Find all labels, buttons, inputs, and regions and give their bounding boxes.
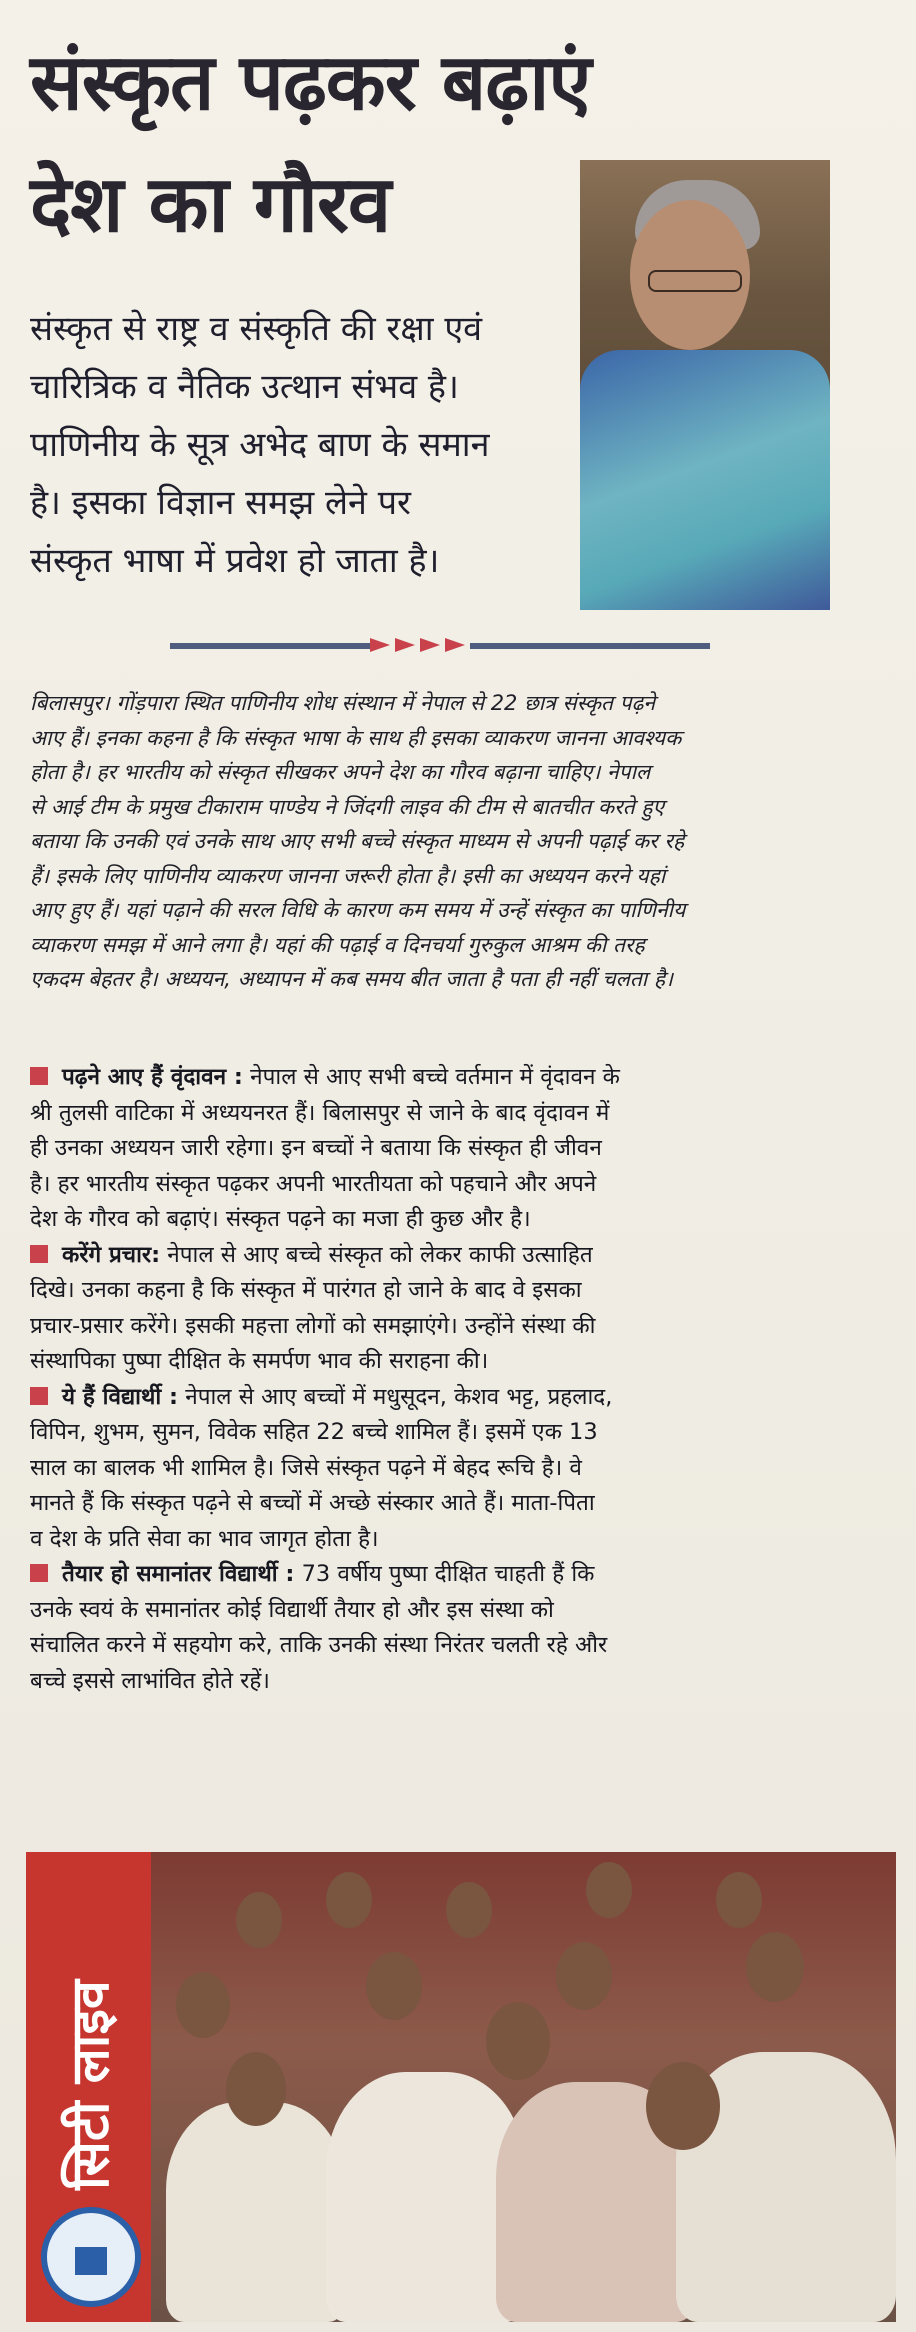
photo-face xyxy=(176,1972,230,2038)
section-line: ही उनका अध्ययन जारी रहेगा। इन बच्चों ने बताया कि संस्कृत ही जीवन xyxy=(30,1135,602,1161)
section-line: है। हर भारतीय संस्कृत पढ़कर अपनी भारतीयता को पहचाने और अपने xyxy=(30,1170,597,1197)
section-line: बच्चे इससे लाभांवित होते रहें। xyxy=(30,1667,270,1694)
photo-figure xyxy=(166,2102,346,2322)
section-prachar xyxy=(30,1238,890,1380)
section-divider xyxy=(170,638,710,652)
lead-paragraph xyxy=(30,686,880,997)
photo-face xyxy=(746,1932,804,2002)
photo-face xyxy=(366,1952,422,2020)
section-heading: ये हैं विद्यार्थी : xyxy=(62,1383,179,1410)
divider-bar-left xyxy=(170,643,370,649)
intro-line: चारित्रिक व नैतिक उत्थान संभव है। xyxy=(30,367,459,407)
bullet-icon xyxy=(30,1564,48,1582)
section-text: नेपाल से आए बच्चों में मधुसूदन, केशव भट्ट, प्रहलाद, xyxy=(185,1383,613,1410)
lead-line: एकदम बेहतर है। अध्ययन, अध्यापन में कब समय बीत जाता है पता ही नहीं चलता है। xyxy=(30,967,674,991)
section-line: मानते हैं कि संस्कृत पढ़ने से बच्चों में अच्छे संस्कार आते हैं। माता-पिता xyxy=(30,1490,595,1516)
section-vrindavan xyxy=(30,1060,890,1238)
group-photo xyxy=(26,1852,896,2322)
headline-line-1: संस्कृत पढ़कर बढ़ाएं xyxy=(30,38,591,128)
section-heading: पढ़ने आए हैं वृंदावन : xyxy=(62,1064,243,1090)
section-heading: तैयार हो समानांतर विद्यार्थी : xyxy=(62,1561,295,1587)
portrait-saree xyxy=(580,350,830,610)
section-line: संस्थापिका पुष्पा दीक्षित के समर्पण भाव की सराहना की। xyxy=(30,1348,489,1374)
intro-blurb xyxy=(30,300,570,590)
section-line: साल का बालक भी शामिल है। जिसे संस्कृत पढ़ने में बेहद रूचि है। वे xyxy=(30,1454,582,1481)
section-parallel-student xyxy=(30,1557,890,1699)
section-line: उनके स्वयं के समानांतर कोई विद्यार्थी तैयार हो और इस संस्था को xyxy=(30,1596,554,1623)
photo-face xyxy=(326,1872,372,1928)
article-body xyxy=(30,1060,890,1699)
section-text: नेपाल से आए बच्चे संस्कृत को लेकर काफी उत्साहित xyxy=(167,1241,593,1268)
photo-face xyxy=(446,1882,492,1938)
bullet-icon xyxy=(30,1245,48,1263)
intro-line: संस्कृत भाषा में प्रवेश हो जाता है। xyxy=(30,541,440,581)
portrait-photo xyxy=(580,160,830,610)
lead-line: बताया कि उनकी एवं उनके साथ आए सभी बच्चे संस्कृत माध्यम से अपनी पढ़ाई कर रहे xyxy=(30,829,685,853)
section-text: 73 वर्षीय पुष्पा दीक्षित चाहती हैं कि xyxy=(301,1561,595,1587)
intro-line: पाणिनीय के सूत्र अभेद बाण के समान xyxy=(30,425,490,465)
photo-face xyxy=(716,1872,762,1928)
bullet-icon xyxy=(30,1067,48,1085)
section-line: देश के गौरव को बढ़ाएं। संस्कृत पढ़ने का मजा ही कुछ और है। xyxy=(30,1206,531,1232)
photo-face xyxy=(226,2052,286,2126)
section-text: नेपाल से आए सभी बच्चे वर्तमान में वृंदावन के xyxy=(250,1064,620,1090)
lead-line: से आई टीम के प्रमुख टीकाराम पाण्डेय ने जिंदगी लाइव की टीम से बातचीत करते हुए xyxy=(30,794,665,819)
photo-face xyxy=(586,1862,632,1918)
intro-line: है। इसका विज्ञान समझ लेने पर xyxy=(30,483,411,523)
photo-face xyxy=(646,2062,720,2150)
lead-line: हैं। इसके लिए पाणिनीय व्याकरण जानना जरूरी होता है। इसी का अध्ययन करने यहां xyxy=(30,863,666,888)
bullet-icon xyxy=(30,1387,48,1405)
divider-bar-right xyxy=(470,643,710,649)
photo-face xyxy=(556,1942,612,2010)
photo-face xyxy=(236,1892,282,1948)
lead-line: आए हुए हैं। यहां पढ़ाने की सरल विधि के कारण कम समय में उन्हें संस्कृत का पाणिनीय xyxy=(30,898,686,922)
lead-line: व्याकरण समझ में आने लगा है। यहां की पढ़ाई व दिनचर्या गुरुकुल आश्रम की तरह xyxy=(30,932,645,957)
lead-line: आए हैं। इनका कहना है कि संस्कृत भाषा के साथ ही इसका व्याकरण जानना आवश्यक xyxy=(30,725,682,750)
section-line: संचालित करने में सहयोग करे, ताकि उनकी संस्था निरंतर चलती रहे और xyxy=(30,1632,608,1658)
photo-face xyxy=(486,2002,550,2080)
section-line: व देश के प्रति सेवा का भाव जागृत होता है। xyxy=(30,1525,379,1552)
section-line: श्री तुलसी वाटिका में अध्ययनरत हैं। बिलासपुर से जाने के बाद वृंदावन में xyxy=(30,1099,610,1126)
arrow-icon xyxy=(370,638,470,652)
lead-line: होता है। हर भारतीय को संस्कृत सीखकर अपने देश का गौरव बढ़ाना चाहिए। नेपाल xyxy=(30,760,651,784)
section-line: विपिन, शुभम, सुमन, विवेक सहित 22 बच्चे शामिल हैं। इसमें एक 13 xyxy=(30,1419,598,1445)
band-label: सिटी लाइव xyxy=(61,1980,121,2190)
section-students xyxy=(30,1380,890,1558)
city-live-logo-icon xyxy=(41,2207,141,2307)
portrait-glasses xyxy=(648,270,742,292)
headline-line-2: देश का गौरव xyxy=(30,160,391,250)
section-line: प्रचार-प्रसार करेंगे। इसकी महत्ता लोगों को समझाएंगे। उन्होंने संस्था की xyxy=(30,1312,596,1339)
section-heading: करेंगे प्रचार: xyxy=(62,1241,161,1268)
lead-line: बिलासपुर। गोंड़पारा स्थित पाणिनीय शोध संस्थान में नेपाल से 22 छात्र संस्कृत पढ़ने xyxy=(30,691,656,715)
section-line: दिखे। उनका कहना है कि संस्कृत में पारंगत हो जाने के बाद वे इसका xyxy=(30,1277,582,1303)
intro-line: संस्कृत से राष्ट्र व संस्कृति की रक्षा एवं xyxy=(30,309,483,349)
